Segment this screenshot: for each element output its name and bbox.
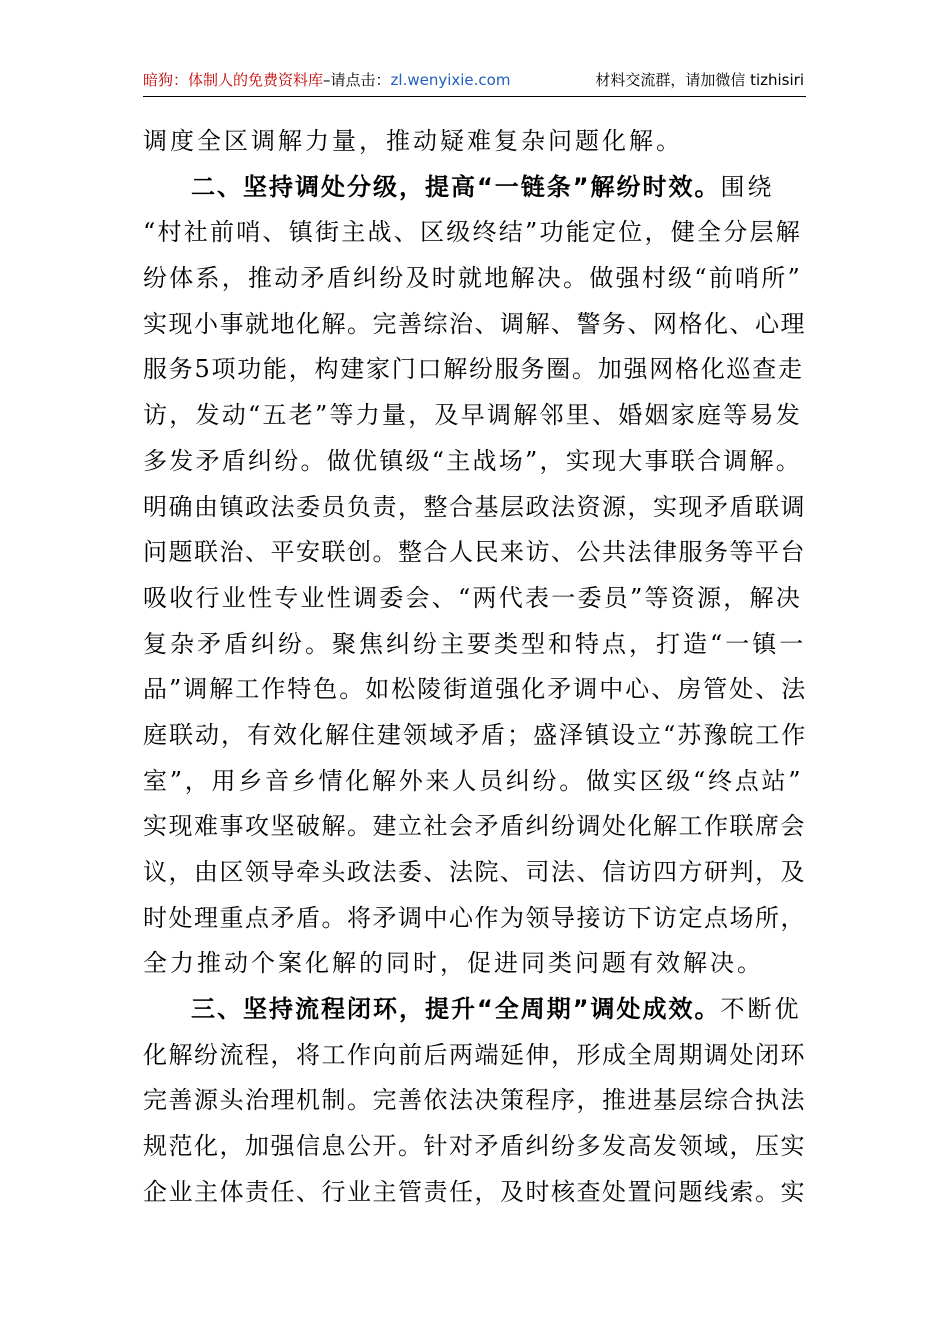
text-line — [143, 398, 808, 444]
line-text: 纷体系，推动矛盾纠纷及时就地解决。做强村级“前哨所” — [143, 264, 803, 293]
line-text: 不断优 — [720, 995, 802, 1024]
line-text: 问题联治、平安联创。整合人民来访、公共法律服务等平台 — [143, 538, 806, 567]
text-line — [143, 1038, 808, 1084]
header-site-link[interactable]: zl.wenyixie.com — [390, 71, 511, 89]
text-line — [143, 1129, 808, 1175]
text-line — [143, 718, 808, 764]
line-text: 化解纷流程，将工作向前后两端延伸，形成全周期调处闭环 — [143, 1040, 806, 1069]
line-text: 室”，用乡音乡情化解外来人员纠纷。做实区级“终点站” — [143, 766, 804, 795]
text-line — [143, 124, 808, 170]
text-line — [143, 1175, 808, 1221]
text-line — [143, 627, 808, 673]
text-line — [143, 535, 808, 581]
document-body — [143, 124, 808, 1221]
header-brand: 暗狗：体制人的免费资料库 — [143, 71, 324, 89]
line-text: 复杂矛盾纠纷。聚焦纠纷主要类型和特点，打造“一镇一 — [143, 629, 807, 658]
text-line — [143, 307, 808, 353]
text-line — [143, 946, 808, 992]
text-line — [143, 170, 808, 216]
line-text: 议，由区领导牵头政法委、法院、司法、信访四方研判，及 — [143, 858, 806, 886]
line-text: 完善源头治理机制。完善依法决策程序，推进基层综合执法 — [143, 1086, 806, 1115]
page-header — [143, 70, 806, 97]
text-line — [143, 490, 808, 536]
text-line — [143, 352, 808, 398]
line-text: 庭联动，有效化解住建领域矛盾；盛泽镇设立“苏豫皖工作 — [143, 720, 808, 749]
text-line — [143, 672, 808, 718]
line-text: 实现小事就地化解。完善综治、调解、警务、网格化、心理 — [143, 309, 806, 338]
line-text: 规范化，加强信息公开。针对矛盾纠纷多发高发领域，压实 — [143, 1132, 806, 1161]
header-prompt: –请点击： — [323, 71, 391, 89]
text-line — [143, 215, 808, 261]
line-text: 明确由镇政法委员负责，整合基层政法资源，实现矛盾联调 — [143, 492, 806, 521]
line-text: 时处理重点矛盾。将矛调中心作为领导接访下访定点场所， — [143, 903, 806, 932]
section-heading: 二、坚持调处分级，提高“一链条”解纷时效。 — [191, 172, 721, 201]
header-wechat-note: 材料交流群，请加微信 tizhisiri — [595, 71, 804, 89]
line-text: 服务5项功能，构建家门口解纷服务圈。加强网格化巡查走 — [143, 355, 804, 384]
text-line — [143, 581, 808, 627]
text-line — [143, 444, 808, 490]
text-line — [143, 1083, 808, 1129]
line-text: 多发矛盾纠纷。做优镇级“主战场”，实现大事联合调解。 — [143, 446, 803, 475]
text-line — [143, 764, 808, 810]
line-text: “村社前哨、镇街主战、区级终结”功能定位，健全分层解 — [143, 218, 803, 247]
line-text: 吸收行业性专业性调委会、“两代表一委员”等资源，解决 — [143, 583, 803, 612]
text-line — [143, 261, 808, 307]
line-text: 企业主体责任、行业主管责任，及时核查处置问题线索。实 — [143, 1177, 806, 1206]
section-heading: 三、坚持流程闭环，提升“全周期”调处成效。 — [191, 995, 721, 1024]
text-line — [143, 855, 808, 901]
text-line — [143, 901, 808, 947]
line-text: 品”调解工作特色。如松陵街道强化矛调中心、房管处、法 — [143, 675, 808, 704]
text-line — [143, 809, 808, 855]
line-text: 调度全区调解力量，推动疑难复杂问题化解。 — [143, 127, 683, 155]
line-text: 全力推动个案化解的同时，促进同类问题有效解决。 — [143, 949, 764, 978]
line-text: 围绕 — [720, 172, 775, 201]
line-text: 实现难事攻坚破解。建立社会矛盾纠纷调处化解工作联席会 — [143, 812, 806, 841]
text-line — [143, 992, 808, 1038]
line-text: 访，发动“五老”等力量，及早调解邻里、婚姻家庭等易发 — [143, 401, 803, 430]
